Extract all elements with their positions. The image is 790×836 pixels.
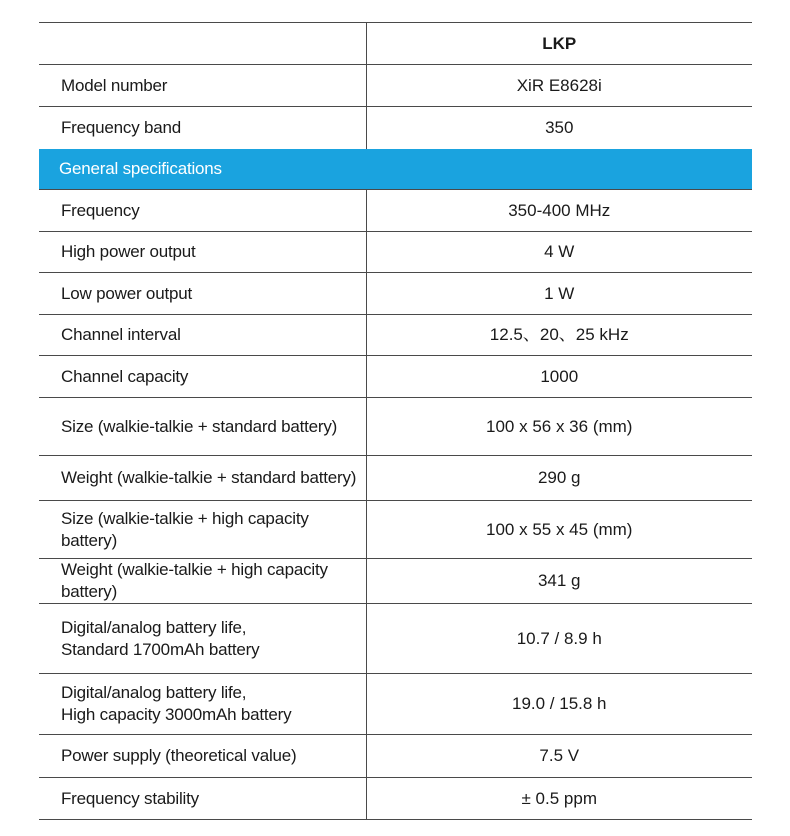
row-label: [39, 674, 366, 735]
table-row: [39, 735, 752, 778]
section-title: General specifications: [39, 149, 752, 190]
row-label: Frequency: [39, 190, 366, 232]
row-label: Model number: [39, 65, 366, 107]
table-row: [39, 559, 752, 604]
row-value: 350: [366, 107, 752, 149]
row-value: 1 W: [366, 273, 752, 315]
section-header-row: [39, 149, 752, 190]
row-value: XiR E8628i: [366, 65, 752, 107]
table-row: [39, 398, 752, 456]
row-value: 350-400 MHz: [366, 190, 752, 232]
table-header-row: [39, 23, 752, 65]
table-row: [39, 232, 752, 273]
table-row: [39, 456, 752, 501]
row-label: Frequency stability: [39, 778, 366, 820]
table-row: [39, 356, 752, 398]
row-value: 290 g: [366, 456, 752, 501]
row-label: High power output: [39, 232, 366, 273]
header-model-cell: LKP: [366, 23, 752, 65]
row-label-line: High capacity 3000mAh battery: [61, 705, 292, 724]
row-label: Channel interval: [39, 315, 366, 356]
header-empty-cell: [39, 23, 366, 65]
row-value: 12.5、20、25 kHz: [366, 315, 752, 356]
row-label: Size (walkie-talkie + standard battery): [39, 398, 366, 456]
row-value: ± 0.5 ppm: [366, 778, 752, 820]
spec-table: [39, 22, 752, 820]
row-value: 100 x 56 x 36 (mm): [366, 398, 752, 456]
table-row: [39, 674, 752, 735]
row-label-line: Standard 1700mAh battery: [61, 639, 260, 659]
table-row: [39, 107, 752, 149]
row-value: 100 x 55 x 45 (mm): [366, 501, 752, 559]
row-value: 19.0 / 15.8 h: [366, 674, 752, 735]
row-label: Weight (walkie-talkie + standard battery): [39, 456, 366, 501]
row-label: Frequency band: [39, 107, 366, 149]
row-value: 7.5 V: [366, 735, 752, 778]
row-label-line: Digital/analog battery life,: [61, 683, 247, 702]
row-label: Low power output: [39, 273, 366, 315]
table-row: [39, 190, 752, 232]
row-value: 1000: [366, 356, 752, 398]
row-label: Power supply (theoretical value): [39, 735, 366, 778]
row-label: Channel capacity: [39, 356, 366, 398]
row-label: [39, 604, 366, 674]
table-row: [39, 501, 752, 559]
row-label: Weight (walkie-talkie + high capacity battery): [39, 559, 366, 604]
table-row: [39, 604, 752, 674]
row-value: 341 g: [366, 559, 752, 604]
table-row: [39, 273, 752, 315]
row-value: 4 W: [366, 232, 752, 273]
table-row: [39, 65, 752, 107]
row-value: 10.7 / 8.9 h: [366, 604, 752, 674]
table-row: [39, 778, 752, 820]
row-label: Size (walkie-talkie + high capacity battery): [39, 501, 366, 559]
row-label-line: Digital/analog battery life,: [61, 617, 247, 637]
table-row: [39, 315, 752, 356]
